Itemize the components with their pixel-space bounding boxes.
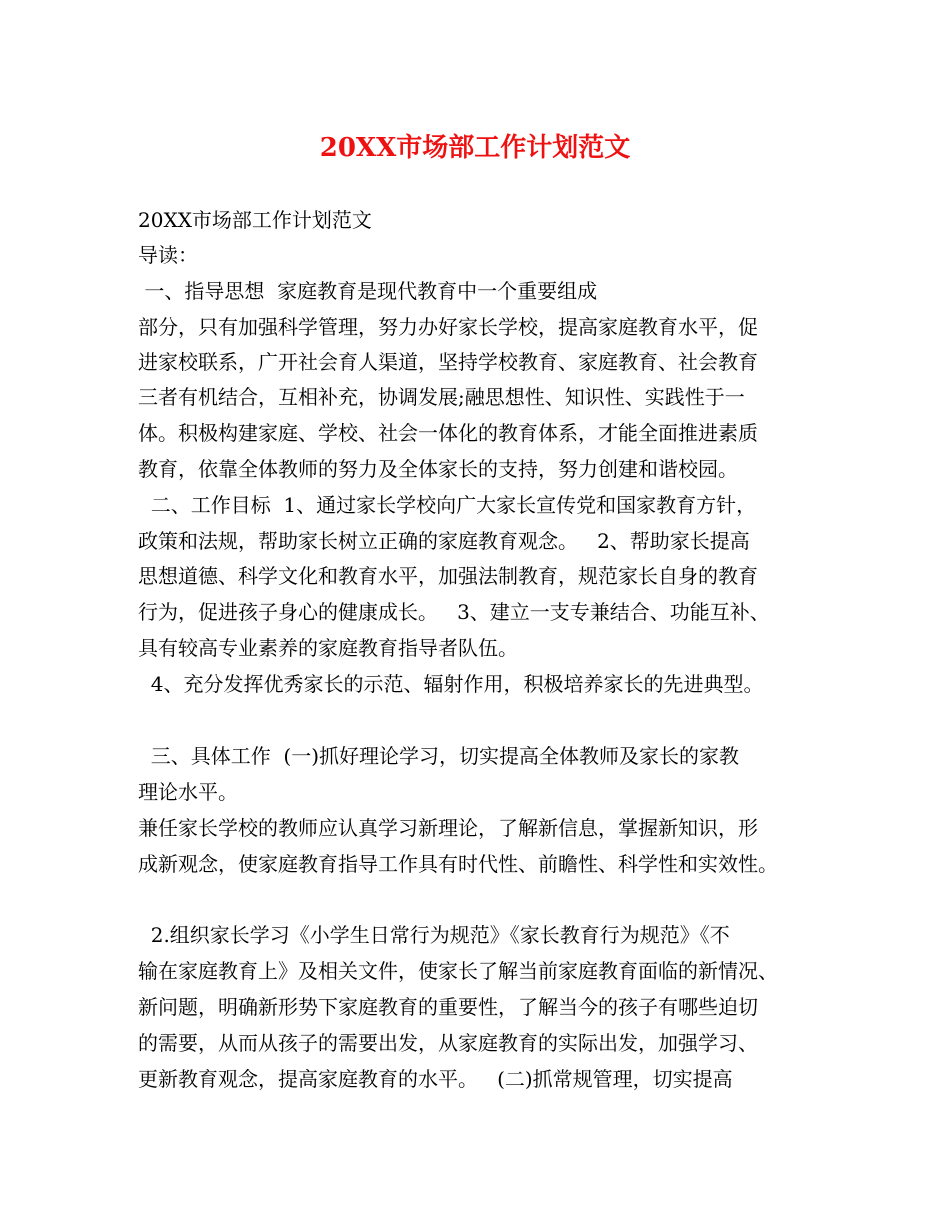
text-line: 更新教育观念，提高家庭教育的水平。 (二)抓常规管理，切实提高 [138, 1067, 733, 1091]
text-line: 进家校联系，广开社会育人渠道，坚持学校教育、家庭教育、社会教育 [138, 350, 758, 374]
text-line: 行为，促进孩子身心的健康成长。 3、建立一支专兼结合、功能互补、 [138, 600, 770, 624]
text-line: 输在家庭教育上》及相关文件，使家长了解当前家庭教育面临的新情况、 [138, 959, 778, 983]
text-line: 的需要，从而从孩子的需要出发，从家庭教育的实际出发，加强学习、 [138, 1031, 758, 1055]
text-line: 成新观念，使家庭教育指导工作具有时代性、前瞻性、科学性和实效性。 [138, 852, 778, 876]
text-line: 部分，只有加强科学管理，努力办好家长学校，提高家庭教育水平，促 [138, 315, 758, 339]
text-line: 教育，依靠全体教师的努力及全体家长的支持，努力创建和谐校园。 [138, 457, 738, 481]
text-line: 4、充分发挥优秀家长的示范、辐射作用，积极培养家长的先进典型。 [138, 672, 764, 696]
text-line: 具有较高专业素养的家庭教育指导者队伍。 [138, 636, 518, 660]
text-line: 三者有机结合，互相补充，协调发展;融思想性、知识性、实践性于一 [138, 385, 745, 409]
text-line: 三、具体工作 (一)抓好理论学习，切实提高全体教师及家长的家教 [138, 744, 740, 768]
text-line: 导读： [138, 243, 198, 267]
text-line: 一、指导思想 家庭教育是现代教育中一个重要组成 [138, 279, 598, 303]
document-title: 20XX市场部工作计划范文 [319, 133, 631, 163]
text-line: 20XX市场部工作计划范文 [138, 208, 372, 232]
text-line: 兼任家长学校的教师应认真学习新理论，了解新信息，掌握新知识，形 [138, 816, 758, 840]
text-line: 政策和法规，帮助家长树立正确的家庭教育观念。 2、帮助家长提高 [138, 529, 750, 553]
text-line: 二、工作目标 1、通过家长学校向广大家长宣传党和国家教育方针， [138, 493, 757, 517]
text-line: 体。积极构建家庭、学校、社会一体化的教育体系，才能全面推进素质 [138, 421, 758, 445]
text-line: 2.组织家长学习《小学生日常行为规范》《家长教育行为规范》《不 [138, 923, 730, 947]
text-line: 新问题，明确新形势下家庭教育的重要性，了解当今的孩子有哪些迫切 [138, 995, 758, 1019]
text-line: 理论水平。 [138, 780, 238, 804]
text-line: 思想道德、科学文化和教育水平，加强法制教育，规范家长自身的教育 [138, 564, 758, 588]
